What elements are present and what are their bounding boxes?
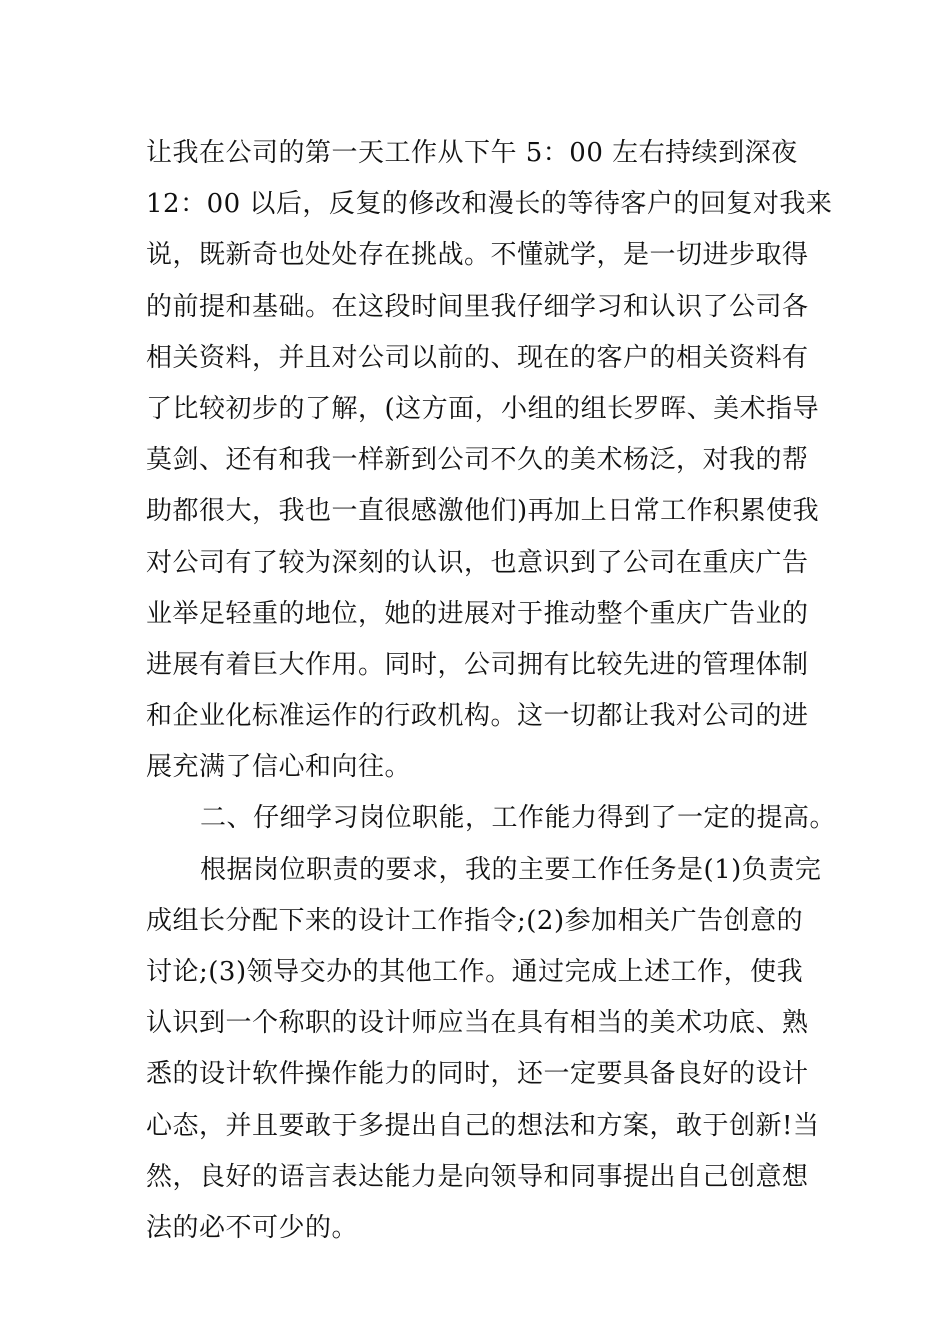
paragraph-2-line: 悉的设计软件操作能力的同时，还一定要具备良好的设计 xyxy=(146,1059,809,1090)
paragraph-1-line: 让我在公司的第一天工作从下午 5：00 左右持续到深夜 xyxy=(146,138,798,168)
paragraph-1-line: 助都很大，我也一直很感激他们)再加上日常工作积累使我 xyxy=(146,496,820,527)
paragraph-2-line: 成组长分配下来的设计工作指令;(2)参加相关广告创意的 xyxy=(146,905,804,936)
paragraph-1-line: 了比较初步的了解，(这方面，小组的组长罗晖、美术指导 xyxy=(146,393,820,424)
paragraph-1-line: 业举足轻重的地位，她的进展对于推动整个重庆广告业的 xyxy=(146,598,809,629)
paragraph-1-line: 展充满了信心和向往。 xyxy=(146,752,412,783)
paragraph-1-line: 莫剑、还有和我一样新到公司不久的美术杨泛，对我的帮 xyxy=(146,445,809,476)
paragraph-2-line: 心态，并且要敢于多提出自己的想法和方案，敢于创新!当 xyxy=(146,1110,820,1141)
section-heading: 二、仔细学习岗位职能，工作能力得到了一定的提高。 xyxy=(200,803,837,834)
paragraph-1-line: 和企业化标准运作的行政机构。这一切都让我对公司的进 xyxy=(146,701,809,732)
paragraph-1-line: 对公司有了较为深刻的认识，也意识到了公司在重庆广告 xyxy=(146,547,809,578)
paragraph-1-line: 的前提和基础。在这段时间里我仔细学习和认识了公司各 xyxy=(146,291,809,322)
paragraph-1-line: 12：00 以后，反复的修改和漫长的等待客户的回复对我来 xyxy=(146,189,833,220)
paragraph-2-line: 然，良好的语言表达能力是向领导和同事提出自己创意想 xyxy=(146,1161,809,1192)
paragraph-2-line: 根据岗位职责的要求，我的主要工作任务是(1)负责完 xyxy=(200,854,822,885)
paragraph-1-line: 进展有着巨大作用。同时，公司拥有比较先进的管理体制 xyxy=(146,649,809,680)
paragraph-1-line: 相关资料，并且对公司以前的、现在的客户的相关资料有 xyxy=(146,342,809,373)
document-body xyxy=(146,128,837,1254)
paragraph-1-line: 说，既新奇也处处存在挑战。不懂就学，是一切进步取得 xyxy=(146,240,809,271)
paragraph-2-line: 讨论;(3)领导交办的其他工作。通过完成上述工作，使我 xyxy=(146,957,804,987)
paragraph-2-line: 认识到一个称职的设计师应当在具有相当的美术功底、熟 xyxy=(146,1008,809,1039)
paragraph-2-line: 法的必不可少的。 xyxy=(146,1212,359,1243)
